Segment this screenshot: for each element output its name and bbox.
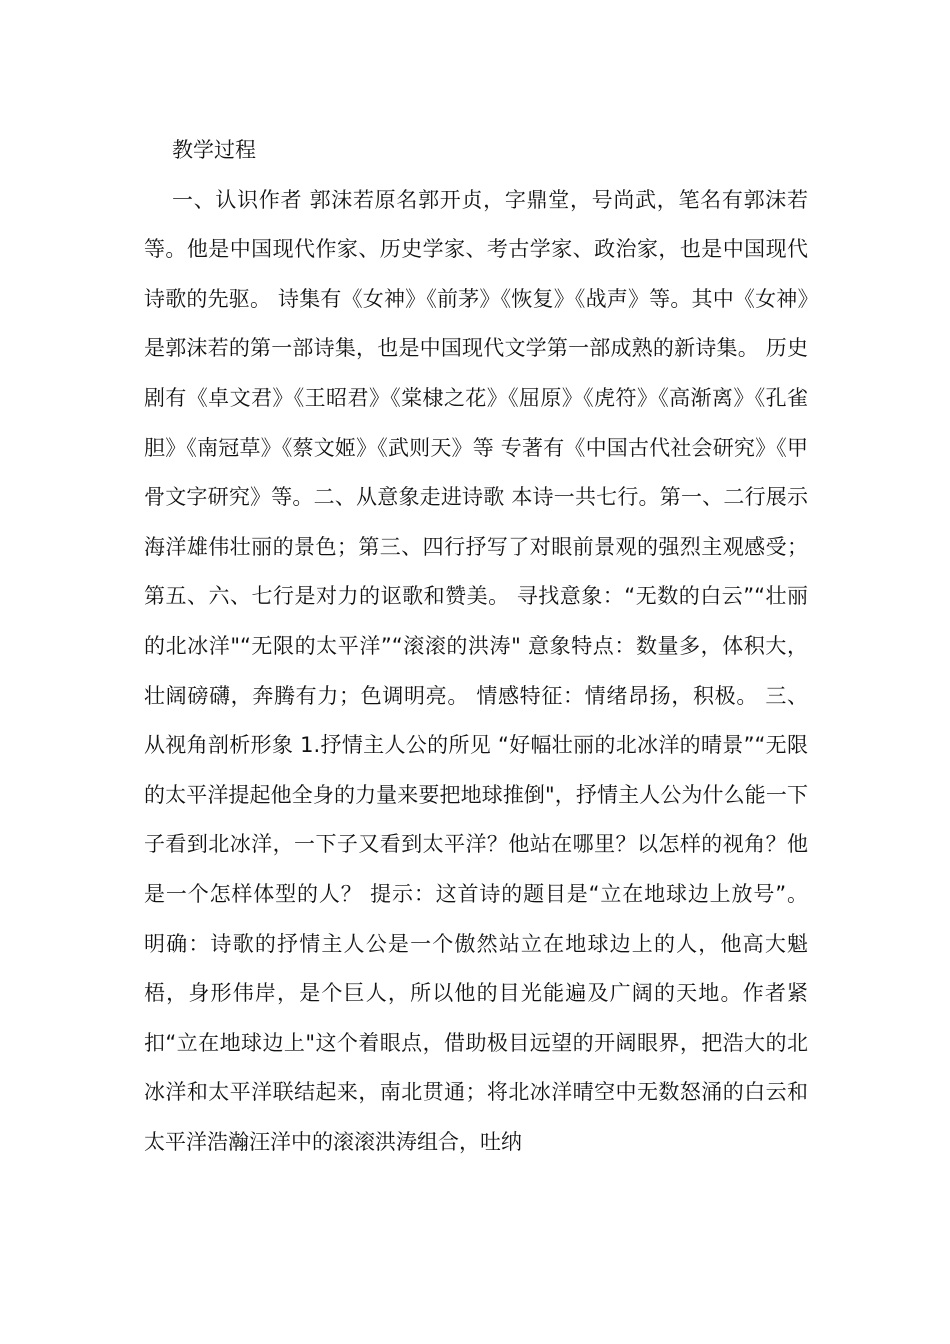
body-paragraph: 一、认识作者 郭沫若原名郭开贞，字鼎堂，号尚武，笔名有郭沫若等。他是中国现代作家、历史学家、考古学家、政治家，也是中国现代诗歌的先驱。 诗集有《女神》《前茅》《恢复》《战声》等。其中《女神》是郭沫若的第一部诗集，也是中国现代文学第一部成熟的新诗集。 历史剧有《卓文君》《王昭君》《棠棣之花》《屈原》《虎符》《高渐离》《孔雀胆》《南冠草》《蔡文姬》《武则天》等 专著有《中国古代社会研究》《甲骨文字研究》等。二、从意象走进诗歌 本诗一共七行。第一、二行展示海洋雄伟壮丽的景色；第三、四行抒写了对眼前景观的强烈主观感受；第五、六、七行是对力的讴歌和赞美。 寻找意象：“无数的白云”“壮丽的北冰洋"“无限的太平洋”“滚滚的洪涛" 意象特点：数量多，体积大，壮阔磅礴，奔腾有力；色调明亮。 情感特征：情绪昂扬，积极。 三、从视角剖析形象 1.抒情主人公的所见 “好幅壮丽的北冰洋的晴景”“无限的太平洋提起他全身的力量来要把地球推倒"，抒情主人公为什么能一下子看到北冰洋，一下子又看到太平洋？他站在哪里？以怎样的视角？他是一个怎样体型的人？ 提示：这首诗的题目是“立在地球边上放号”。 明确：诗歌的抒情主人公是一个傲然站立在地球边上的人，他高大魁梧，身形伟岸，是个巨人，所以他的目光能遍及广阔的天地。作者紧扣“立在地球边上"这个着眼点，借助极目远望的开阔眼界，把浩大的北冰洋和太平洋联结起来，南北贯通；将北冰洋晴空中无数怒涌的白云和太平洋浩瀚汪洋中的滚滚洪涛组合，吐纳 <box>144 187 808 1154</box>
document-content <box>144 126 808 1167</box>
section-heading: 教学过程 <box>172 138 256 162</box>
